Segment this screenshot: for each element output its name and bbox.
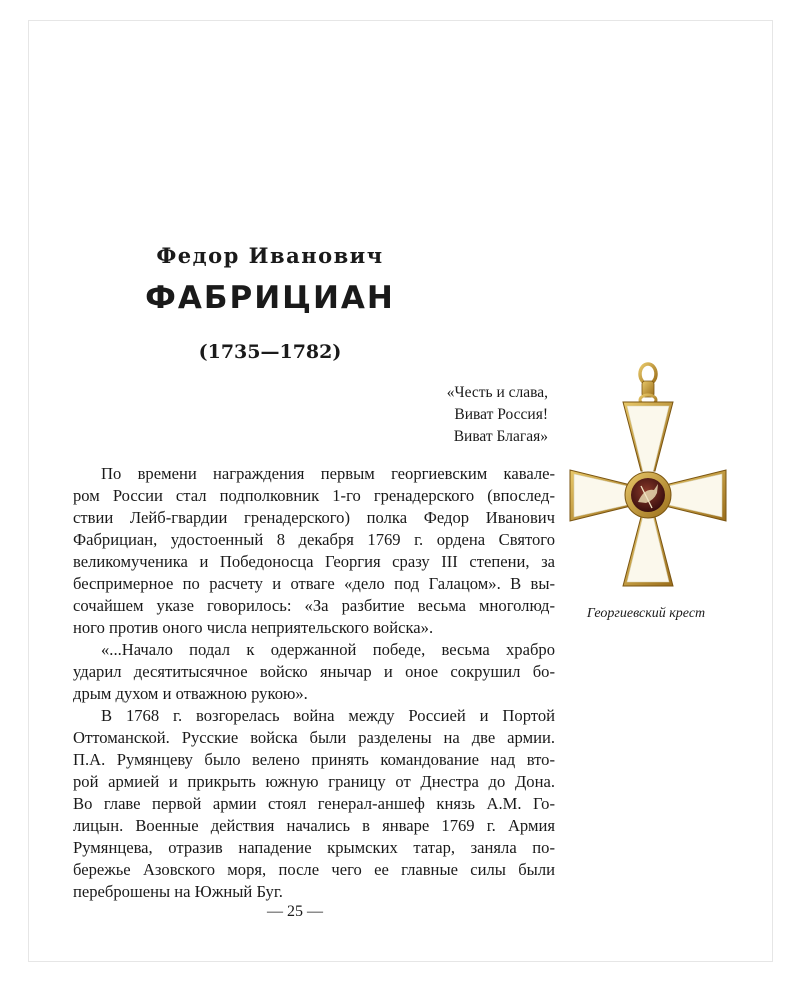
body-line: дрым духом и отважною рукою». — [73, 684, 308, 703]
epigraph — [300, 382, 548, 448]
body-line: ствии Лейб-гвардии гренадерского) полка Федор Иванович — [73, 508, 555, 527]
body-line: лицын. Военные действия начались в январе 1769 г. Армия — [73, 816, 555, 835]
body-line: великомученика и Победоносца Георгия сразу III степени, за — [73, 552, 555, 571]
body-line: В 1768 г. возгорелась война между Россией и Портой — [101, 706, 555, 725]
body-line: бережье Азовского моря, после чего ее главные силы были — [73, 860, 555, 879]
body-line: Румянцева, отразив нападение крымских татар, заняла по- — [73, 838, 555, 857]
page-number: — 25 — — [267, 903, 323, 920]
body-line: П.А. Румянцеву было велено принять командование над вто- — [73, 750, 555, 769]
body-line: Оттоманской. Русские войска были разделены на две армии. — [73, 728, 555, 747]
body-line: сочайшем указе говорилось: «За разбитие весьма многолюд- — [73, 596, 555, 615]
body-line: Во главе первой армии стоял генерал-аншеф князь А.М. Го- — [73, 794, 555, 813]
body-line: беспримерное по расчету и отваге «дело под Галацом». В вы- — [73, 574, 555, 593]
body-line: Фабрициан, удостоенный 8 декабря 1769 г. ордена Святого — [73, 530, 555, 549]
st-george-cross-figure — [562, 362, 730, 600]
epigraph-line: «Честь и слава, — [446, 384, 548, 401]
epigraph-line: Виват Россия! — [454, 406, 548, 423]
body-line: ударил десятитысячное войско янычар и оное сокрушил бо- — [73, 662, 555, 681]
body-text — [73, 463, 555, 903]
life-years: (1735—1782) — [198, 341, 342, 363]
body-line: ного против оного числа неприятельского войска». — [73, 618, 434, 637]
st-george-cross-icon — [562, 362, 730, 600]
body-line: По времени награждения первым георгиевским кавале- — [101, 464, 555, 483]
epigraph-line: Виват Благая» — [453, 428, 548, 445]
person-first-names: Федор Иванович — [156, 243, 384, 268]
person-surname: ФАБРИЦИАН — [145, 280, 395, 316]
body-line: ром России стал подполковник 1-го гренадерского (впослед- — [73, 486, 555, 505]
body-line: рой армией и прикрыть южную границу от Днестра до Дона. — [73, 772, 555, 791]
body-line: «...Начало подал к одержанной победе, весьма храбро — [101, 640, 555, 659]
body-line: переброшены на Южный Буг. — [73, 882, 283, 901]
figure-caption: Георгиевский крест — [586, 606, 706, 621]
